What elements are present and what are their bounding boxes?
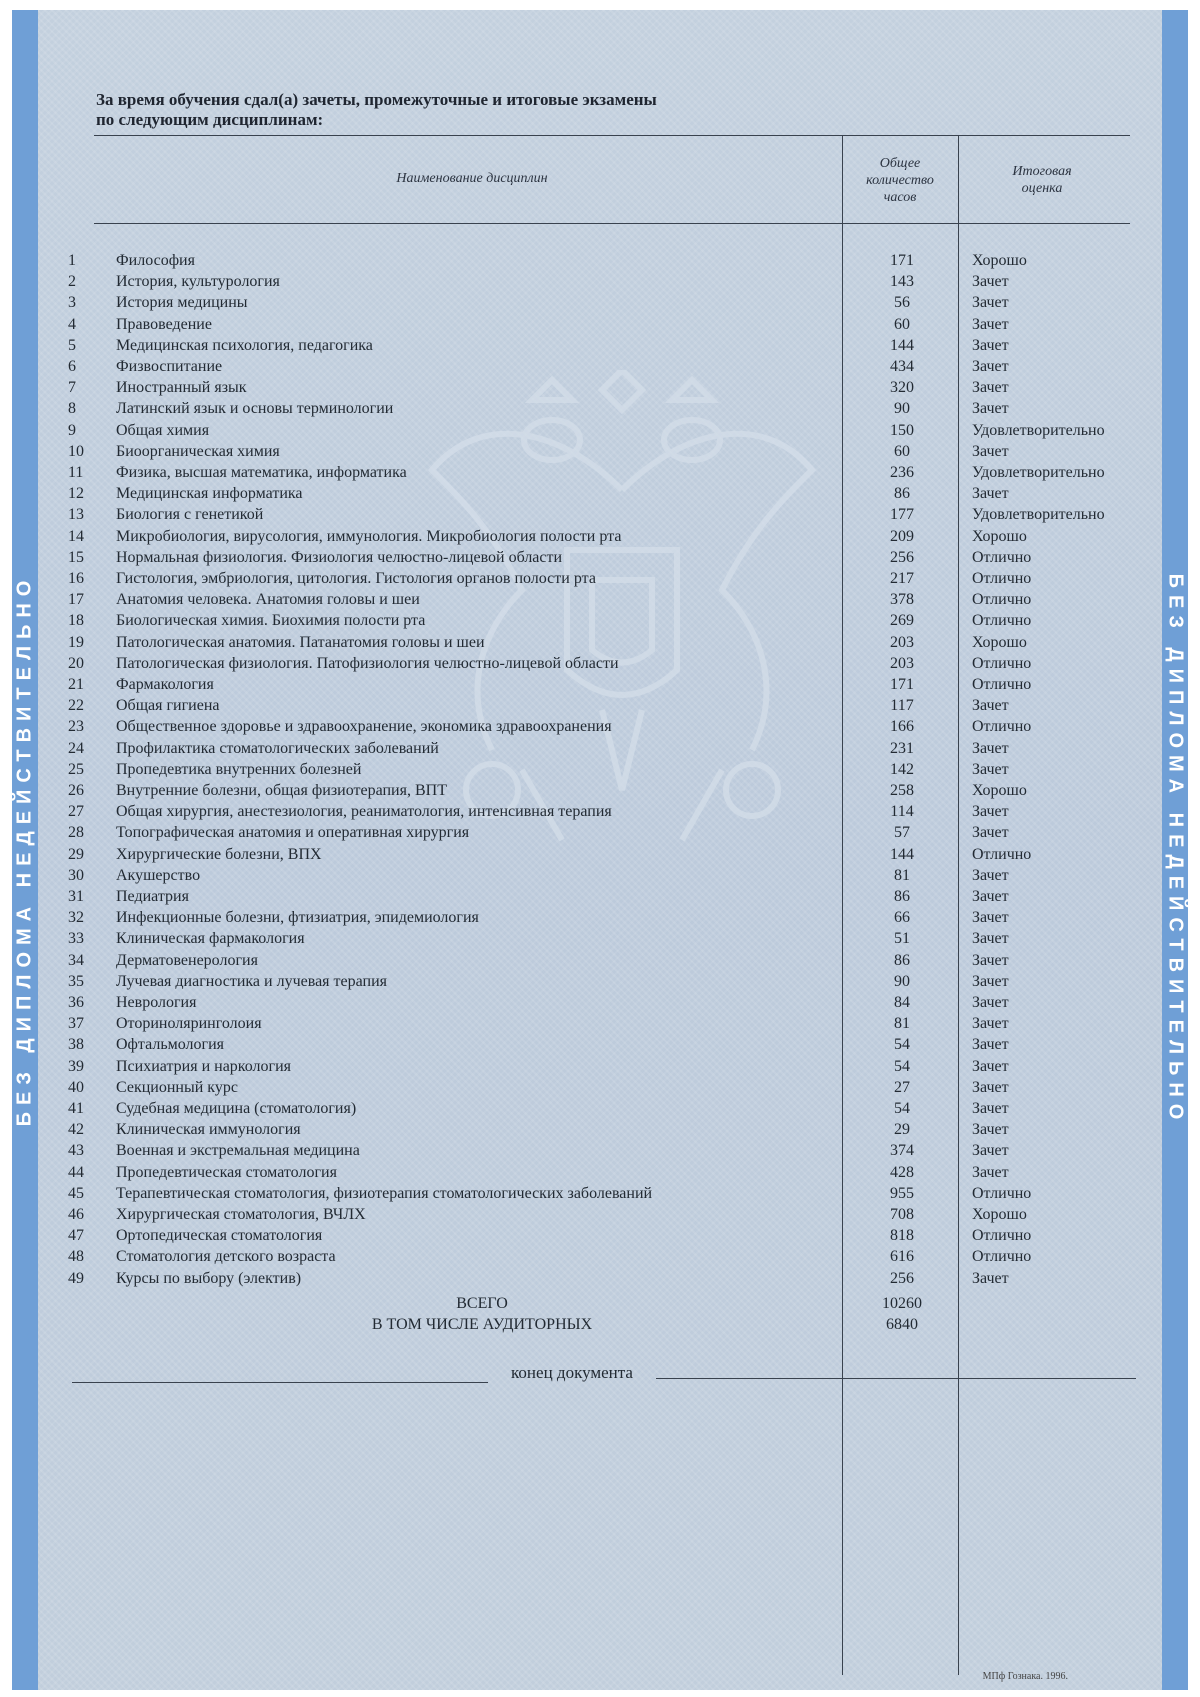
discipline-grade: Зачет <box>972 273 1009 291</box>
grade-column-divider <box>958 135 959 1675</box>
discipline-name: Фармакология <box>116 676 214 693</box>
row-number: 44 <box>68 1163 84 1181</box>
header-total-hours <box>847 155 953 206</box>
discipline-hours: 54 <box>894 1036 910 1054</box>
discipline-name: Пропедевтическая стоматология <box>116 1163 337 1181</box>
discipline-hours: 217 <box>890 570 914 587</box>
discipline-grade: Зачет <box>972 442 1009 460</box>
discipline-hours: 209 <box>890 527 914 545</box>
discipline-name: Правоведение <box>116 315 212 333</box>
discipline-name: Офтальмология <box>116 1036 225 1054</box>
discipline-grade: Хорошо <box>972 633 1027 651</box>
discipline-grade: Отлично <box>972 612 1032 630</box>
discipline-grade: Зачет <box>972 315 1009 333</box>
row-number: 37 <box>68 1015 84 1033</box>
discipline-grade: Зачет <box>972 294 1009 312</box>
discipline-grade: Хорошо <box>972 252 1027 269</box>
discipline-grade: Зачет <box>972 803 1009 821</box>
row-number: 11 <box>68 464 84 481</box>
row-number: 6 <box>68 358 76 375</box>
discipline-hours: 51 <box>894 930 910 948</box>
right-strip-text: БЕЗ ДИПЛОМА НЕДЕЙСТВИТЕЛЬНО <box>1164 573 1187 1127</box>
discipline-grade: Зачет <box>972 1036 1009 1054</box>
discipline-name: Психиатрия и наркология <box>116 1057 292 1075</box>
row-number: 8 <box>68 400 76 418</box>
discipline-hours: 29 <box>894 1121 910 1139</box>
discipline-hours: 144 <box>890 845 914 863</box>
discipline-name: Общественное здоровье и здравоохранение, экономика здравоохранения <box>116 718 612 736</box>
discipline-name: Инфекционные болезни, фтизиатрия, эпидемиология <box>116 909 479 927</box>
hours-column-divider <box>842 135 843 1675</box>
discipline-grade: Хорошо <box>972 527 1027 545</box>
discipline-grade: Отлично <box>972 1184 1032 1202</box>
discipline-hours: 84 <box>894 994 910 1011</box>
row-number: 41 <box>68 1100 84 1117</box>
discipline-hours: 203 <box>890 633 914 651</box>
discipline-grade: Зачет <box>972 379 1009 397</box>
discipline-hours: 374 <box>890 1142 914 1160</box>
left-security-strip <box>12 10 38 1690</box>
discipline-name: Общая гигиена <box>116 697 220 715</box>
row-number: 18 <box>68 612 84 630</box>
discipline-hours: 56 <box>894 294 910 312</box>
discipline-name: Топографическая анатомия и оперативная хирургия <box>116 824 470 842</box>
table-header-rule <box>94 223 1130 224</box>
row-number: 32 <box>68 909 84 927</box>
discipline-hours: 142 <box>890 760 914 778</box>
row-number: 15 <box>68 548 84 566</box>
discipline-grade: Удовлетворительно <box>972 421 1105 439</box>
discipline-name: Оториноляринголоия <box>116 1015 262 1033</box>
discipline-grade: Отлично <box>972 1248 1032 1266</box>
discipline-name: Лучевая диагностика и лучевая терапия <box>116 972 387 990</box>
discipline-grade: Зачет <box>972 739 1009 757</box>
discipline-grade: Зачет <box>972 760 1009 778</box>
discipline-hours: 258 <box>890 782 914 799</box>
row-number: 31 <box>68 888 84 905</box>
discipline-grade: Зачет <box>972 1078 1009 1096</box>
row-number: 16 <box>68 570 84 587</box>
discipline-grade: Зачет <box>972 994 1009 1011</box>
discipline-name: Патологическая физиология. Патофизиология челюстно-лицевой области <box>116 654 619 672</box>
discipline-hours: 203 <box>890 654 914 672</box>
row-number: 47 <box>68 1227 84 1245</box>
discipline-grade: Зачет <box>972 972 1009 990</box>
discipline-grade: Зачет <box>972 1142 1009 1160</box>
discipline-grade: Зачет <box>972 930 1009 948</box>
discipline-name: Общая химия <box>116 421 210 439</box>
discipline-name: Биоорганическая химия <box>116 442 280 460</box>
discipline-grade: Зачет <box>972 866 1009 884</box>
discipline-grade: Зачет <box>972 909 1009 927</box>
intro-text <box>96 90 657 130</box>
header-grade-line-1: Итоговая <box>1012 164 1072 179</box>
discipline-grade: Хорошо <box>972 782 1027 799</box>
discipline-grade: Зачет <box>972 1100 1009 1117</box>
discipline-hours: 320 <box>890 379 914 397</box>
row-number: 21 <box>68 676 84 693</box>
discipline-hours: 231 <box>890 739 914 757</box>
left-strip-text: БЕЗ ДИПЛОМА НЕДЕЙСТВИТЕЛЬНО <box>13 573 36 1127</box>
discipline-name: Клиническая иммунология <box>116 1121 301 1139</box>
discipline-grade: Хорошо <box>972 1206 1027 1223</box>
discipline-name: Биология с генетикой <box>116 506 264 524</box>
discipline-hours: 171 <box>890 676 914 693</box>
discipline-name: Секционный курс <box>116 1078 238 1096</box>
row-number: 46 <box>68 1206 84 1223</box>
discipline-hours: 378 <box>890 591 914 609</box>
header-hours-line-2: количество <box>866 173 934 188</box>
total-value: 10260 <box>882 1295 922 1312</box>
discipline-hours: 150 <box>890 421 914 439</box>
row-number: 28 <box>68 824 84 842</box>
discipline-name: Неврология <box>116 994 197 1011</box>
row-number: 34 <box>68 951 84 969</box>
discipline-grade: Зачет <box>972 336 1009 354</box>
discipline-grade: Отлично <box>972 591 1032 609</box>
row-number: 33 <box>68 930 84 948</box>
header-hours-line-3: часов <box>883 190 917 205</box>
discipline-grade: Зачет <box>972 485 1009 503</box>
discipline-grade: Зачет <box>972 1015 1009 1033</box>
discipline-hours: 236 <box>890 464 914 481</box>
discipline-hours: 434 <box>890 358 914 375</box>
discipline-hours: 86 <box>894 485 910 503</box>
discipline-hours: 27 <box>894 1078 910 1096</box>
header-discipline-name: Наименование дисциплин <box>396 171 548 186</box>
discipline-name: Клиническая фармакология <box>116 930 305 948</box>
end-rule-right <box>656 1378 1136 1379</box>
discipline-grade: Отлично <box>972 676 1032 693</box>
discipline-grade: Отлично <box>972 845 1032 863</box>
discipline-name: Хирургические болезни, ВПХ <box>116 845 322 863</box>
discipline-name: Педиатрия <box>116 888 189 905</box>
discipline-name: Пропедевтика внутренних болезней <box>116 760 362 778</box>
discipline-grade: Зачет <box>972 1121 1009 1139</box>
discipline-grade: Отлично <box>972 718 1032 736</box>
discipline-hours: 81 <box>894 1015 910 1033</box>
discipline-name: Нормальная физиология. Физиология челюстно-лицевой области <box>116 548 563 566</box>
discipline-grade: Отлично <box>972 570 1032 587</box>
discipline-hours: 256 <box>890 548 914 566</box>
discipline-grade: Удовлетворительно <box>972 464 1105 481</box>
row-number: 5 <box>68 336 76 354</box>
row-number: 10 <box>68 442 84 460</box>
discipline-name: Биологическая химия. Биохимия полости рта <box>116 612 426 630</box>
right-security-strip <box>1162 10 1188 1690</box>
row-number: 24 <box>68 739 84 757</box>
row-number: 36 <box>68 994 84 1011</box>
row-number: 17 <box>68 591 84 609</box>
discipline-grade: Зачет <box>972 697 1009 715</box>
discipline-hours: 117 <box>890 697 914 715</box>
discipline-name: Стоматология детского возраста <box>116 1248 336 1266</box>
discipline-hours: 428 <box>890 1163 914 1181</box>
row-number: 48 <box>68 1248 84 1266</box>
intro-line-1: За время обучения сдал(а) зачеты, промежуточные и итоговые экзамены <box>96 90 657 109</box>
discipline-hours: 54 <box>894 1100 910 1117</box>
supplement-sheet <box>12 10 1188 1690</box>
discipline-name: Микробиология, вирусология, иммунология. Микробиология полости рта <box>116 527 622 545</box>
discipline-grade: Зачет <box>972 824 1009 842</box>
discipline-name: Терапевтическая стоматология, физиотерапия стоматологических заболеваний <box>116 1184 653 1202</box>
row-number: 1 <box>68 252 76 269</box>
discipline-name: Философия <box>116 252 195 269</box>
discipline-hours: 144 <box>890 336 914 354</box>
row-number: 40 <box>68 1078 84 1096</box>
discipline-hours: 57 <box>894 824 910 842</box>
discipline-hours: 54 <box>894 1057 910 1075</box>
row-number: 22 <box>68 697 84 715</box>
discipline-hours: 269 <box>890 612 914 630</box>
discipline-hours: 90 <box>894 972 910 990</box>
discipline-name: Ортопедическая стоматология <box>116 1227 323 1245</box>
discipline-grade: Зачет <box>972 358 1009 375</box>
discipline-grade: Отлично <box>972 548 1032 566</box>
discipline-name: Физика, высшая математика, информатика <box>116 464 407 481</box>
row-number: 35 <box>68 972 84 990</box>
discipline-grade: Зачет <box>972 888 1009 905</box>
end-of-document-label: конец документа <box>511 1363 633 1382</box>
discipline-name: Внутренние болезни, общая физиотерапия, ВПТ <box>116 782 447 799</box>
discipline-name: Хирургическая стоматология, ВЧЛХ <box>116 1206 366 1223</box>
discipline-name: История, культурология <box>116 273 280 291</box>
row-number: 7 <box>68 379 76 397</box>
discipline-name: Акушерство <box>116 866 201 884</box>
row-number: 42 <box>68 1121 84 1139</box>
discipline-name: Анатомия человека. Анатомия головы и шеи <box>116 591 420 609</box>
discipline-hours: 86 <box>894 951 910 969</box>
row-number: 27 <box>68 803 84 821</box>
discipline-hours: 86 <box>894 888 910 905</box>
discipline-hours: 60 <box>894 442 910 460</box>
printer-mark: МПф Гознака. 1996. <box>982 1671 1068 1682</box>
discipline-grade: Отлично <box>972 654 1032 672</box>
header-grade-line-2: оценка <box>1021 181 1063 196</box>
discipline-hours: 955 <box>890 1184 914 1202</box>
classroom-value: 6840 <box>886 1316 918 1333</box>
table-top-rule <box>94 135 1130 136</box>
row-number: 30 <box>68 866 84 884</box>
intro-line-2: по следующим дисциплинам: <box>96 110 324 129</box>
discipline-grade: Отлично <box>972 1227 1032 1245</box>
row-number: 9 <box>68 421 76 439</box>
discipline-hours: 143 <box>890 273 914 291</box>
discipline-name: Латинский язык и основы терминологии <box>116 400 394 418</box>
discipline-name: Профилактика стоматологических заболеваний <box>116 739 439 757</box>
row-number: 45 <box>68 1184 84 1202</box>
discipline-name: Гистология, эмбриология, цитология. Гистология органов полости рта <box>116 570 596 587</box>
row-number: 2 <box>68 273 76 291</box>
discipline-hours: 818 <box>890 1227 914 1245</box>
discipline-hours: 256 <box>890 1269 914 1287</box>
row-number: 13 <box>68 506 84 524</box>
discipline-hours: 81 <box>894 866 910 884</box>
discipline-hours: 616 <box>890 1248 914 1266</box>
row-number: 23 <box>68 718 84 736</box>
row-number: 25 <box>68 760 84 778</box>
discipline-grade: Удовлетворительно <box>972 506 1105 524</box>
discipline-grade: Зачет <box>972 1057 1009 1075</box>
discipline-grade: Зачет <box>972 400 1009 418</box>
row-number: 3 <box>68 294 76 312</box>
discipline-hours: 60 <box>894 315 910 333</box>
discipline-hours: 90 <box>894 400 910 418</box>
discipline-hours: 171 <box>890 252 914 269</box>
discipline-grade: Зачет <box>972 951 1009 969</box>
discipline-name: Военная и экстремальная медицина <box>116 1142 360 1160</box>
discipline-name: Медицинская психология, педагогика <box>116 336 373 354</box>
header-final-grade <box>967 163 1117 197</box>
discipline-name: Патологическая анатомия. Патанатомия головы и шеи <box>116 633 485 651</box>
discipline-name: Физвоспитание <box>116 358 223 375</box>
row-number: 39 <box>68 1057 84 1075</box>
discipline-name: Иностранный язык <box>116 379 247 397</box>
header-hours-line-1: Общее <box>879 156 921 171</box>
end-rule-left <box>72 1382 488 1383</box>
discipline-grade: Зачет <box>972 1269 1009 1287</box>
row-number: 14 <box>68 527 84 545</box>
discipline-hours: 66 <box>894 909 910 927</box>
row-number: 26 <box>68 782 84 799</box>
discipline-hours: 166 <box>890 718 914 736</box>
row-number: 4 <box>68 315 76 333</box>
discipline-hours: 177 <box>890 506 914 524</box>
discipline-name: Общая хирургия, анестезиология, реаниматология, интенсивная терапия <box>116 803 612 821</box>
row-number: 19 <box>68 633 84 651</box>
row-number: 49 <box>68 1269 84 1287</box>
row-number: 38 <box>68 1036 84 1054</box>
discipline-hours: 708 <box>890 1206 914 1223</box>
row-number: 43 <box>68 1142 84 1160</box>
discipline-hours: 114 <box>890 803 914 821</box>
discipline-name: Судебная медицина (стоматология) <box>116 1100 357 1117</box>
discipline-name: Дерматовенерология <box>116 951 258 969</box>
double-headed-eagle-icon <box>402 370 842 870</box>
total-label: ВСЕГО <box>456 1295 508 1312</box>
discipline-name: Курсы по выбору (электив) <box>116 1269 302 1287</box>
row-number: 29 <box>68 845 84 863</box>
discipline-name: История медицины <box>116 294 248 312</box>
row-number: 12 <box>68 485 84 503</box>
discipline-name: Медицинская информатика <box>116 485 303 503</box>
discipline-grade: Зачет <box>972 1163 1009 1181</box>
row-number: 20 <box>68 654 84 672</box>
classroom-label: В ТОМ ЧИСЛЕ АУДИТОРНЫХ <box>371 1316 593 1333</box>
